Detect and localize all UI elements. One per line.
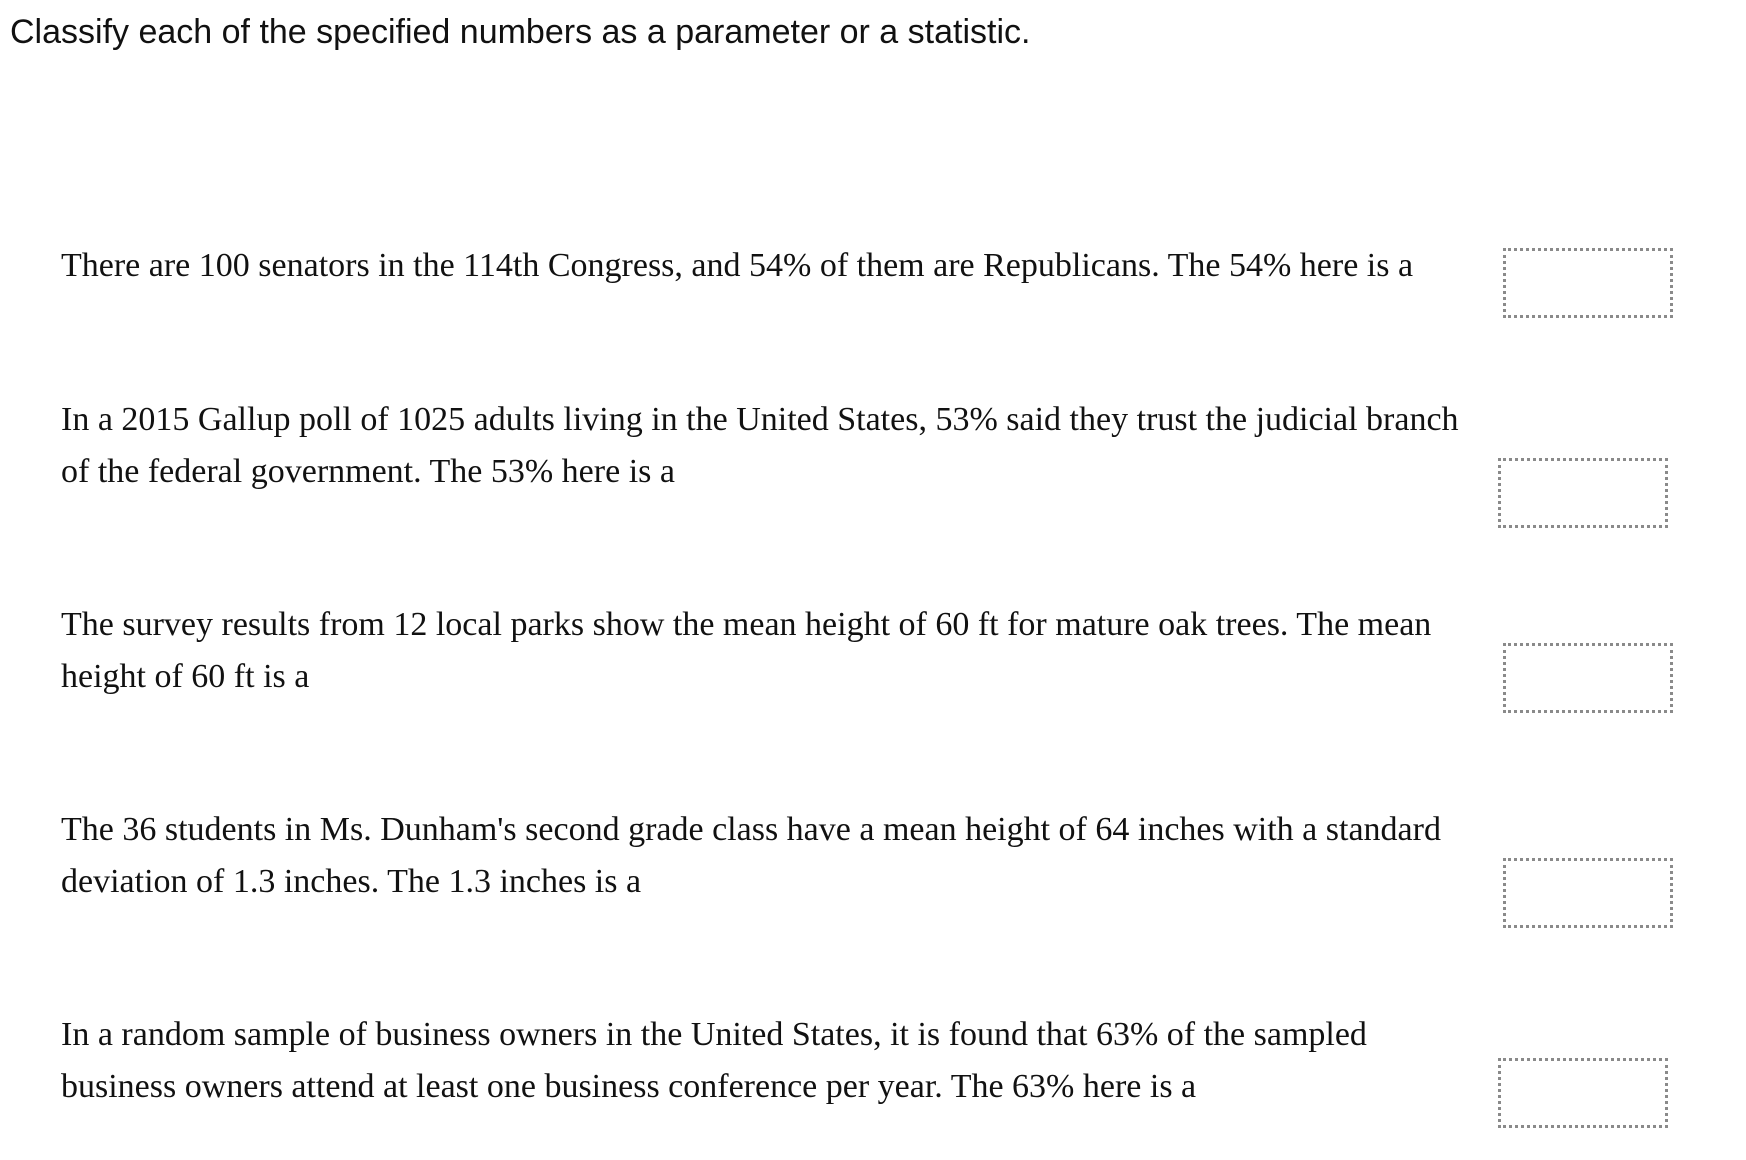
question-4-text: The 36 students in Ms. Dunham's second grade class have a mean height of 64 inches with a standard deviation of 1.3 inches. The 1.3 inches is a bbox=[61, 811, 1441, 900]
question-3-text: The survey results from 12 local parks show the mean height of 60 ft for mature oak trees. The mean height of 60 ft is a bbox=[61, 606, 1432, 695]
answer-drop-zone-1[interactable] bbox=[1503, 248, 1673, 318]
answer-drop-zone-5[interactable] bbox=[1498, 1058, 1668, 1128]
question-2-text: In a 2015 Gallup poll of 1025 adults living in the United States, 53% said they trust the judicial branch of the federal government. The 53% here is a bbox=[61, 401, 1459, 490]
question-1-text: There are 100 senators in the 114th Congress, and 54% of them are Republicans. The 54% here is a bbox=[61, 247, 1414, 284]
answer-drop-zone-3[interactable] bbox=[1503, 643, 1673, 713]
answer-drop-zone-2[interactable] bbox=[1498, 458, 1668, 528]
answer-drop-zone-4[interactable] bbox=[1503, 858, 1673, 928]
question-5-text: In a random sample of business owners in the United States, it is found that 63% of the sampled business owners attend at least one business conference per year. The 63% here is a bbox=[61, 1016, 1367, 1105]
instruction-text: Classify each of the specified numbers as a parameter or a statistic. bbox=[10, 13, 1031, 51]
